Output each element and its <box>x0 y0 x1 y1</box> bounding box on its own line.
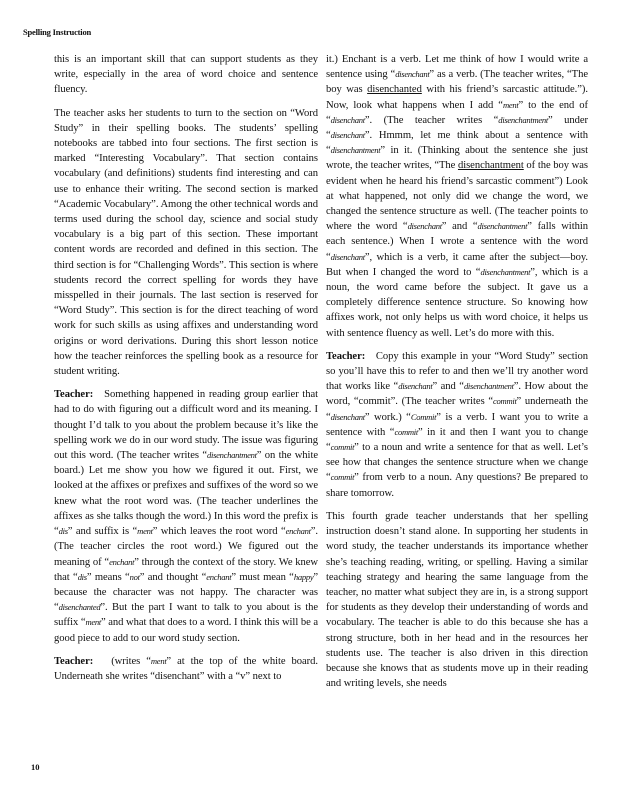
italic-word: ment <box>137 526 153 537</box>
italic-word: disenchant <box>407 221 442 232</box>
italic-word: disenchanted <box>58 602 101 613</box>
italic-word: ment <box>85 617 102 628</box>
italic-word: enchant <box>285 526 311 537</box>
running-header: Spelling Instruction <box>23 27 92 37</box>
italic-word: disenchantment <box>330 145 381 156</box>
italic-word: enchant <box>109 556 135 567</box>
italic-word: disenchant <box>398 381 433 392</box>
italic-word: commit <box>394 426 418 437</box>
italic-word: disenchantment <box>480 266 531 277</box>
italic-word: disenchant <box>330 411 365 422</box>
paragraph: This fourth grade teacher understands that her spelling instruction doesn’t stand alone. In supporting her students in word study, the teacher understands its importance whether she’s teaching reading, writing, or spelling. Having a similar teaching strategy and hearing the same language from the teacher, no matter what subject they are in, is a strong support for students as they develop their understanding of words and vocabulary. The teacher is able to do this because she has a strong structure, both in her head and in the resources her students use. The teacher is also driven in this direction because she knows that as students move up in their reading and writing levels, she needs <box>326 510 588 690</box>
teacher-dialogue-paragraph: Teacher: Copy this example in your “Word Study” section so you’ll have this to refer to and then we’ll try another word that works like “disenchant” and “disenchantment”. How about the word, “commit”. (The teacher writes “commit” underneath the “disenchant” work.) “Commit” is a verb. I want you to write a sentence with “commit” in it and then I want you to change “commit” to a noun and write a sentence for that as well. Let’s see how that changes the sentence structure when we change “commit” from verb to a noun. Any questions? Be prepared to share tomorrow. <box>326 350 589 499</box>
italic-word: disenchant <box>395 69 430 80</box>
teacher-dialogue-paragraph: Teacher: Something happened in reading group earlier that had to do with figuring out a difficult word and its meaning. I thought I’d talk to you about the problem because it’s like the spelling work we do in our word study. The issue was figuring out this word. (The teacher writes “disenchantment” on the white board.) Let me show you how we figured it out. First, we looked at the affixes or prefixes and suffixes of the word so we knew what the root word was. (The teacher underlines the affixes as she talks though the word.) In this word the prefix is “dis” and suffix is “ment” which leaves the root word “enchant”. (The teacher circles the root word.) We figured out the meaning of “enchant” through the context of the story. We knew that “dis” means “not” and thought “enchant” must mean “happy” because the character was not happy. The character was “disenchanted”. But the part I want to talk to you about is the suffix “ment” and what that does to a word. I think this will be a good piece to add to our word study section. <box>54 389 319 644</box>
teacher-dialogue-paragraph: Teacher: (writes “ment” at the top of the white board. Underneath she writes “disenchant” with a “v” next to <box>54 655 318 682</box>
italic-word: disenchant <box>330 130 365 141</box>
right-column <box>326 52 588 699</box>
italic-word: ment <box>150 655 167 666</box>
paragraph: this is an important skill that can support students as they write, especially in the area of word choice and sentence fluency. <box>54 54 318 96</box>
italic-word: disenchantment <box>498 114 549 125</box>
italic-word: commit <box>330 442 355 453</box>
left-column <box>54 52 318 692</box>
speaker-label: Teacher: <box>326 350 366 362</box>
italic-word: happy <box>293 571 314 582</box>
italic-word: dis <box>77 571 87 582</box>
speaker-label: Teacher: <box>54 389 94 401</box>
italic-word: dis <box>58 526 68 537</box>
italic-word: commit <box>330 472 355 483</box>
italic-word: enchant <box>206 571 232 582</box>
italic-word: disenchantment <box>206 450 257 461</box>
italic-word: ment <box>502 99 519 110</box>
page-number: 10 <box>31 762 40 772</box>
underlined-word: disenchanted <box>367 84 422 96</box>
italic-word: commit <box>493 396 517 407</box>
italic-word: disenchant <box>330 251 365 262</box>
paragraph: it.) Enchant is a verb. Let me think of how I would write a sentence using “disenchant” as a verb. (The teacher writes, “The boy was disenchanted with his friend’s sarcastic attitude.”). Now, look what happens when I add “ment” to the end of “disenchant”. (The teacher writes “disenchantment” under “disenchant”. Hmmm, let me think about a sentence with “disenchantment” in it. (Thinking about the sentence she just wrote, the teacher writes, “The disenchantment of the boy was evident when he heard his friend’s sarcastic comment”) Look at what happened, not only did we change the word, we changed the sentence structure as well. (The teacher points to where the word “disenchant” and “disenchantment” falls within each sentence.) When I wrote a sentence with the word “disenchant”, which is a verb, it came after the subject—boy. But when I changed the word to “disenchantment”, which is a noun, the word came before the subject. It gave us a completely difference sentence structure. So knowing how affixes work, not only helps us with word choice, it helps us with sentence fluency as well. Let’s do more with this. <box>326 54 589 339</box>
speaker-label: Teacher: <box>54 655 94 667</box>
italic-word: disenchant <box>330 114 365 125</box>
underlined-word: disenchantment <box>457 160 524 172</box>
italic-word: Commit <box>410 411 437 422</box>
italic-word: disenchantment <box>477 221 528 232</box>
paragraph: The teacher asks her students to turn to the section on “Word Study” in their spelling books. The students’ spelling notebooks are tabbed into four sections. The first section is marked “Interesting Vocabulary”. That section contains vocabulary (and definitions) students find interesting and can use to enhance their writing. The second section is marked “Academic Vocabulary”. Among the other technical words and terms used during the school day, science and social study vocabulary is a big part of this section. These important content words are recorded and defined in this section. The third section is for “Challenging Words”. This section is where students record the correct spelling for words they have misspelled in their journals. The last section is reserved for “Word Study”. This section is for the direct teaching of word work for such skills as using affixes and understanding word origins or word derivations. During this short lesson notice how the teacher reinforces the spelling book as a resource for student writing. <box>54 107 318 378</box>
italic-word: not <box>129 571 140 582</box>
italic-word: disenchantment <box>463 381 514 392</box>
